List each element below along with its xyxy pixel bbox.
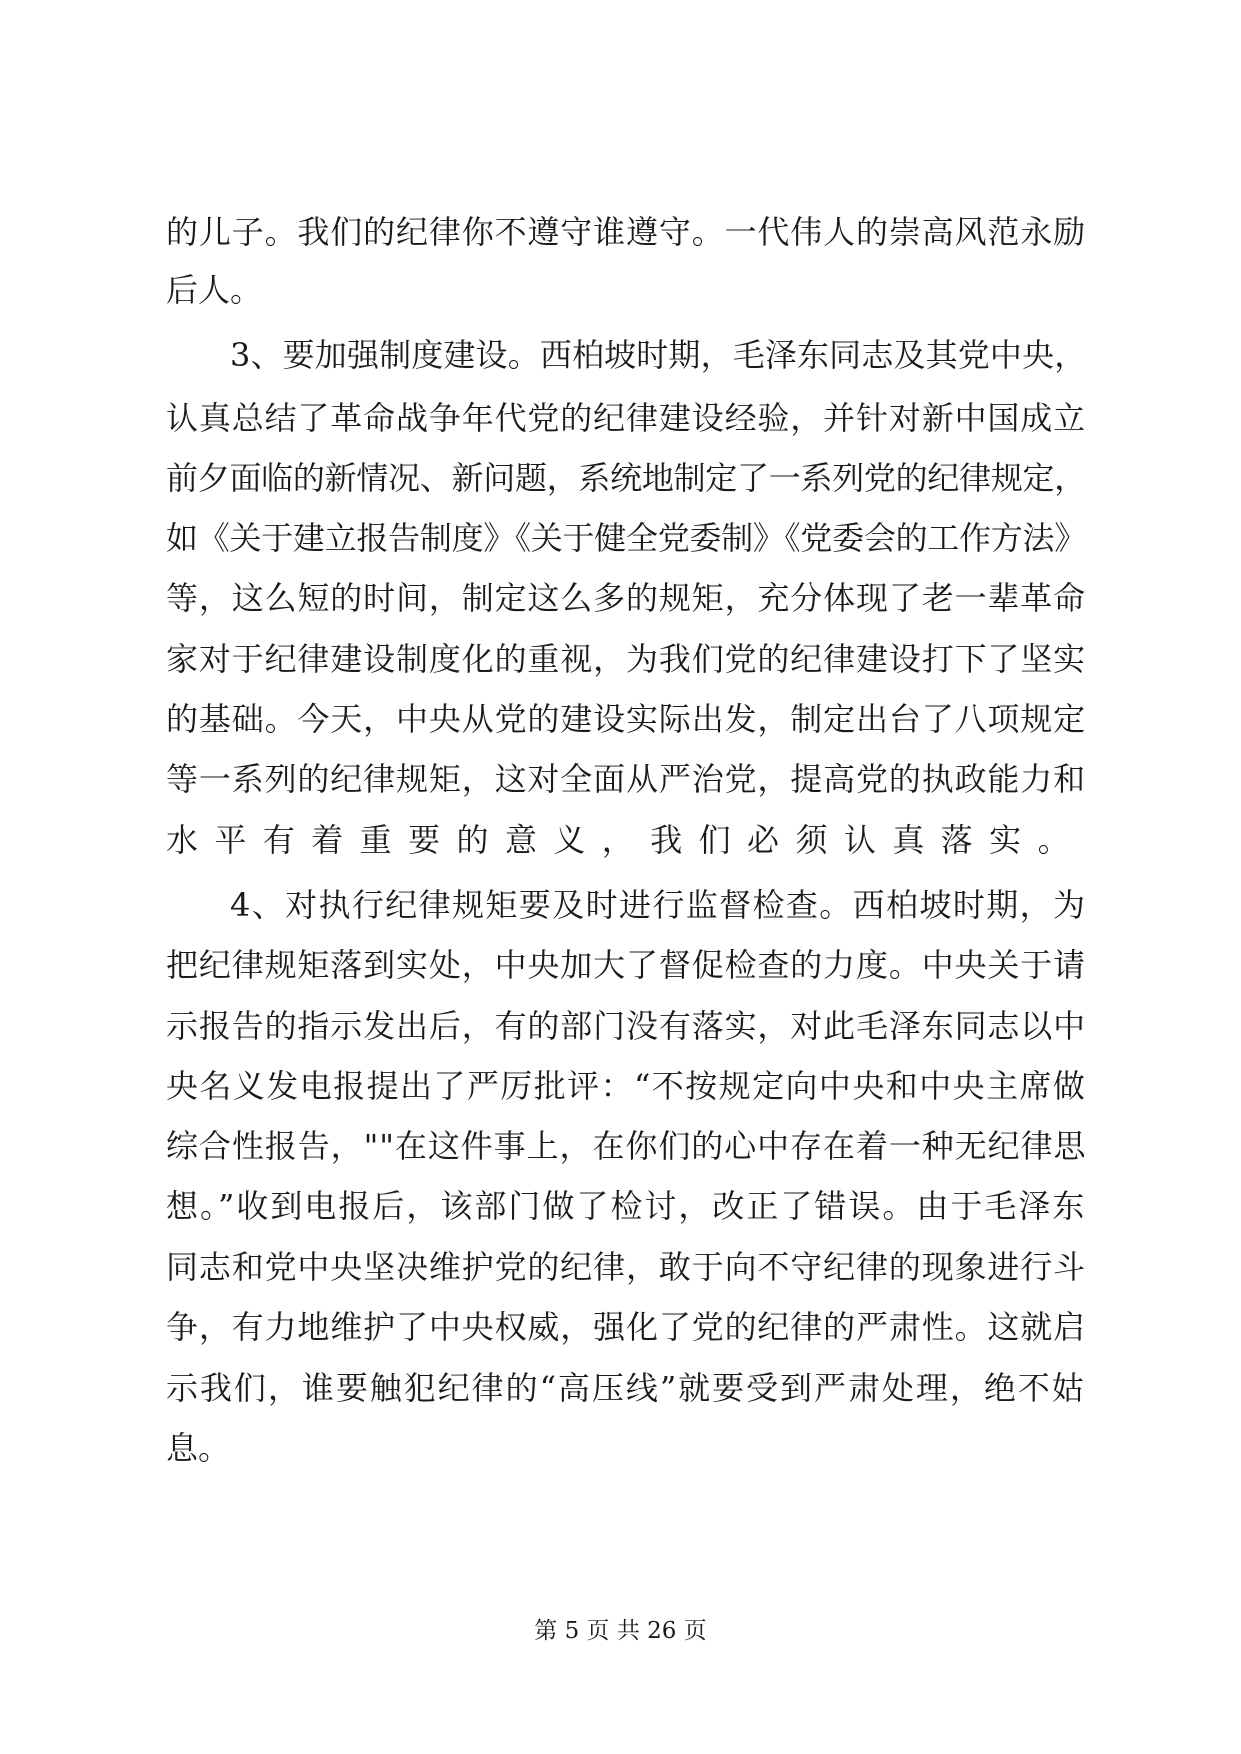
text-line: 综合性报告，""在这件事上，在你们的心中存在着一种无纪律思 (166, 1127, 1087, 1165)
text-line: 的儿子。我们的纪律你不遵守谁遵守。一代伟人的崇高风范永励 (166, 213, 1087, 251)
text-line: 示我们，谁要触犯纪律的“高压线”就要受到严肃处理，绝不姑 (166, 1369, 1086, 1407)
text-line: 同志和党中央坚决维护党的纪律，敢于向不守纪律的现象进行斗 (166, 1248, 1087, 1286)
text-line: 如《关于建立报告制度》《关于健全党委制》《党委会的工作方法》 (166, 519, 1087, 557)
paragraph-3-first-line: 3、要加强制度建设。西柏坡时期，毛泽东同志及其党中央， (230, 336, 1087, 374)
text-line: 想。”收到电报后，该部门做了检讨，改正了错误。由于毛泽东 (166, 1187, 1087, 1225)
text-line: 后人。 (166, 271, 263, 309)
text-line: 前夕面临的新情况、新问题，系统地制定了一系列党的纪律规定， (166, 459, 1087, 497)
text-line: 息。 (166, 1429, 231, 1467)
text-line: 家对于纪律建设制度化的重视，为我们党的纪律建设打下了坚实 (166, 640, 1087, 678)
text-line: 认真总结了革命战争年代党的纪律建设经验，并针对新中国成立 (166, 399, 1087, 437)
text-line: 水平有着重要的意义，我们必须认真落实。 (166, 821, 1087, 859)
text-line: 央名义发电报提出了严厉批评：“不按规定向中央和中央主席做 (166, 1067, 1087, 1105)
text-line: 等一系列的纪律规矩，这对全面从严治党，提高党的执政能力和 (166, 760, 1087, 798)
page-number-footer: 第 5 页 共 26 页 (534, 1618, 707, 1644)
text-line: 把纪律规矩落到实处，中央加大了督促检查的力度。中央关于请 (166, 946, 1087, 984)
text-line: 等，这么短的时间，制定这么多的规矩，充分体现了老一辈革命 (166, 579, 1087, 617)
text-line: 的基础。今天，中央从党的建设实际出发，制定出台了八项规定 (166, 700, 1087, 738)
text-line: 争，有力地维护了中央权威，强化了党的纪律的严肃性。这就启 (166, 1308, 1087, 1346)
paragraph-4-first-line: 4、对执行纪律规矩要及时进行监督检查。西柏坡时期，为 (230, 886, 1087, 924)
text-line: 示报告的指示发出后，有的部门没有落实，对此毛泽东同志以中 (166, 1007, 1087, 1045)
